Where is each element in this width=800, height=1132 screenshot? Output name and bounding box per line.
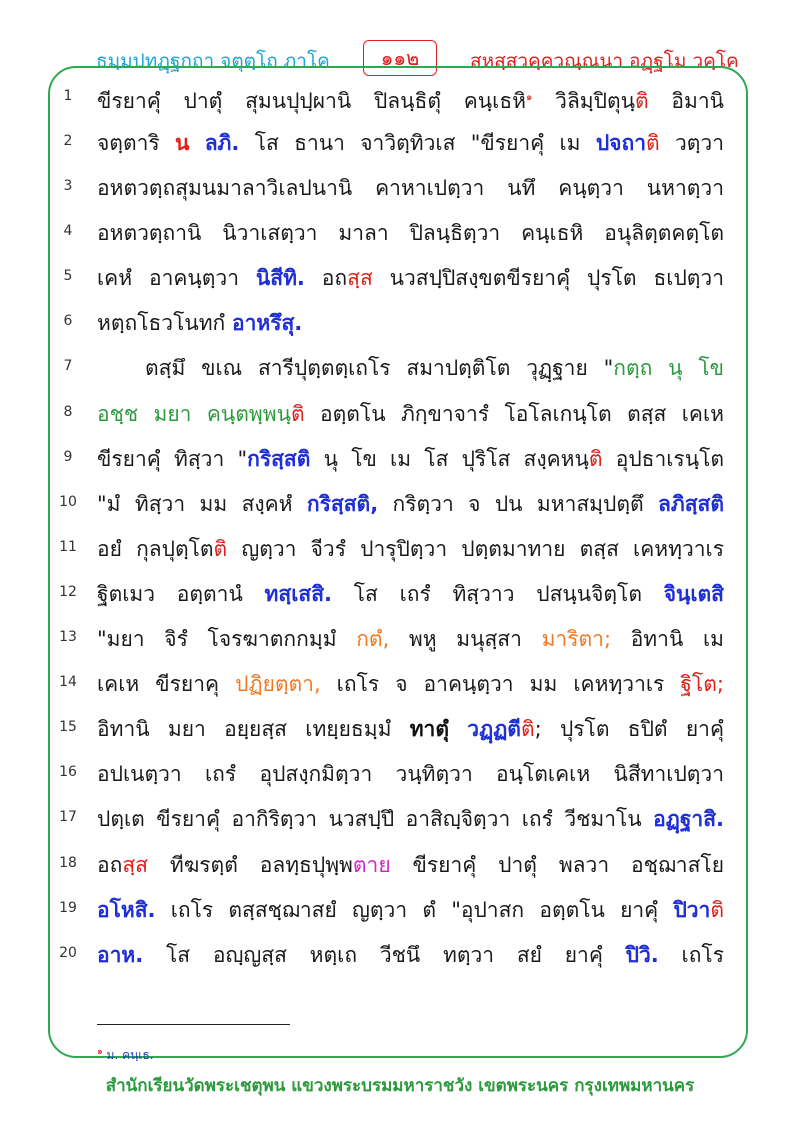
text-line <box>0 437 800 481</box>
text-segment: ขีรยาคุํ ปาตุํ พลวา อชฺฌาสโย <box>390 853 724 877</box>
line-text <box>145 346 724 390</box>
footnote-ref: ๑ <box>526 92 533 103</box>
text-line <box>0 662 800 706</box>
line-number: 11 <box>59 539 77 555</box>
text-segment: กริสฺสติ, <box>306 492 379 516</box>
line-number: 17 <box>59 809 77 825</box>
text-segment: กตฺถ นุ โข <box>613 356 724 380</box>
text-segment: เคหํ อาคนฺตฺวา <box>97 266 256 290</box>
text-segment: ติ <box>520 717 535 741</box>
text-segment: พหู มนุสฺสา <box>389 627 542 651</box>
text-segment: อถ <box>97 853 123 877</box>
line-number: 19 <box>59 900 77 916</box>
text-segment: อุปธาเรนฺโต <box>602 447 724 471</box>
line-number: 12 <box>59 584 77 600</box>
text-line <box>0 166 800 210</box>
text-segment: อปเนตฺวา เถรํ อุปสงฺกมิตฺวา วนฺทิตฺวา อนฺโตเคเห นิสีทาเปตฺวา <box>97 762 724 786</box>
text-segment: เคเห ขีรยาคุ <box>97 672 236 696</box>
line-number: 13 <box>59 629 77 645</box>
text-segment: ปจถา <box>595 131 646 155</box>
line-number: 1 <box>63 88 73 104</box>
text-line <box>0 752 800 796</box>
text-line <box>0 843 800 887</box>
line-text <box>97 752 724 796</box>
line-number: 5 <box>63 268 73 284</box>
footer-address: สำนักเรียนวัดพระเชตุพน แขวงพระบรมมหาราชวัง เขตพระนคร กรุงเทพมหานคร <box>105 1076 695 1096</box>
text-segment: จินฺเตสิ <box>663 582 724 606</box>
text-segment: กริสฺสติ <box>247 447 311 471</box>
line-text <box>97 256 724 300</box>
line-number: 8 <box>63 404 73 420</box>
line-text <box>97 888 724 932</box>
text-line <box>0 888 800 932</box>
text-segment: ปตฺเต ขีรยาคุํ อากิริตฺวา นวสปฺปึ อาสิญฺจิตฺวา เถรํ วีชมาโน <box>97 807 654 831</box>
text-segment: อิมานิ <box>648 89 724 113</box>
text-segment: วตฺวา <box>659 131 724 155</box>
line-text <box>97 121 724 165</box>
text-line <box>0 76 800 120</box>
text-segment: สฺส <box>122 853 148 877</box>
line-number: 18 <box>59 855 77 871</box>
line-number: 20 <box>59 945 77 961</box>
text-segment: เถโร <box>658 943 724 967</box>
text-segment: ปิวา <box>673 898 711 922</box>
line-text <box>97 843 724 887</box>
text-segment: ทสฺเสสิ. <box>264 582 332 606</box>
text-segment: ทีฆรตฺตํ อลทฺธปุพฺพ <box>147 853 353 877</box>
line-number: 15 <box>59 719 77 735</box>
text-segment: จตฺตาริ <box>97 131 175 155</box>
text-line <box>0 482 800 526</box>
text-line <box>0 572 800 616</box>
footnote-divider <box>97 1024 290 1025</box>
text-line <box>0 933 800 977</box>
text-line <box>0 346 800 390</box>
text-segment: ติ <box>634 89 649 113</box>
text-segment: เถโร จ อาคนฺตฺวา มม เคหทฺวาเร <box>320 672 681 696</box>
header-right-title: สหสฺสวคฺควณฺณนา อฏฺฐโม วคฺโค <box>470 50 739 72</box>
text-segment: กตํ, <box>356 627 390 651</box>
text-segment: "มยา จิรํ โจรฆาตกกมฺมํ <box>97 627 357 651</box>
text-segment: ติ <box>646 131 660 155</box>
text-segment: ญตฺวา จีวรํ ปารุปิตฺวา ปตฺตมาทาย ตสฺส เคหทฺวาเร <box>227 537 724 561</box>
line-text <box>97 166 724 210</box>
text-segment: ตสฺมึ ขเณ สารีปุตฺตตฺเถโร สมาปตฺติโต วุฏฺฐาย " <box>145 356 614 380</box>
text-segment: ติ <box>290 402 305 426</box>
line-number: 2 <box>63 133 73 149</box>
text-segment: หตฺถโธวโนทกํ <box>97 311 232 335</box>
line-text <box>97 211 724 255</box>
text-segment: นิสีทิ. <box>255 266 305 290</box>
text-segment: ขีรยาคุํ ปาตุํ สุมนปุปฺผานิ ปิลนฺธิตุํ คนฺเธหิ <box>97 89 527 113</box>
text-segment: อิทานิ เม <box>611 627 724 651</box>
text-line <box>0 527 800 571</box>
text-segment <box>449 717 467 741</box>
text-segment: ฐิตเมว อตฺตานํ <box>97 582 265 606</box>
text-segment: อหตวตฺถานิ นิวาเสตฺวา มาลา ปิลนฺธิตฺวา คนฺเธหิ อนุลิตฺตคตฺโต <box>97 221 724 245</box>
text-segment: นุ โข เม โส ปุริโส สงฺคหนฺ <box>310 447 589 471</box>
text-segment: โส อญฺญสฺส หตฺเถ วีชนึ ทตฺวา สยํ ยาคุํ <box>143 943 626 967</box>
text-segment: โส ธานา จาวิตฺทิวเส "ขีรยาคุํ เม <box>239 131 596 155</box>
text-segment: ; ปุรโต ธปิตํ ยาคุํ <box>534 717 724 741</box>
line-number: 6 <box>63 313 73 329</box>
line-number: 10 <box>59 494 77 510</box>
line-text <box>97 437 724 481</box>
text-segment: ฐิโต; <box>680 672 724 696</box>
line-number: 4 <box>63 223 73 239</box>
text-line <box>0 797 800 841</box>
text-segment: ติ <box>213 537 228 561</box>
line-number: 14 <box>59 674 77 690</box>
text-segment: มาริตา; <box>541 627 612 651</box>
footnote-mark: ๑ <box>97 1047 103 1057</box>
text-segment: ติ <box>710 898 724 922</box>
text-segment: ลภิ. <box>204 131 240 155</box>
text-segment: อิทานิ มยา อยฺยสฺส เทยฺยธมฺมํ <box>97 717 410 741</box>
line-text <box>97 572 724 616</box>
text-segment: ปฏิยตฺตา, <box>235 672 321 696</box>
text-segment: ขีรยาคุํ ทิสฺวา " <box>97 447 248 471</box>
text-line <box>0 121 800 165</box>
line-text <box>97 76 724 123</box>
text-segment: วฏฺฏตี <box>467 717 521 741</box>
line-text <box>97 707 724 751</box>
text-segment <box>189 131 204 155</box>
footnote-text: ม. คนฺเธ. <box>102 1048 154 1062</box>
line-text <box>97 482 724 526</box>
text-segment: ติ <box>588 447 603 471</box>
text-segment: อโหสิ. <box>97 898 156 922</box>
line-number: 3 <box>63 178 73 194</box>
text-segment: ตาย <box>352 853 391 877</box>
page-number: ๑๑๒ <box>363 40 437 76</box>
line-number: 7 <box>63 358 73 374</box>
text-segment: อชฺช มยา คนฺตพฺพนฺ <box>97 402 291 426</box>
text-segment: กริตฺวา จ ปน มหาสมฺปตฺตึ <box>378 492 659 516</box>
line-text <box>97 662 724 706</box>
text-segment: วิลิมฺปิตุนฺ <box>532 89 635 113</box>
text-line <box>0 211 800 255</box>
text-segment: อาห. <box>97 943 144 967</box>
text-segment: "มํ ทิสฺวา มม สงฺคหํ <box>97 492 307 516</box>
text-line <box>0 707 800 751</box>
footnote <box>97 1044 154 1065</box>
line-text <box>97 797 724 841</box>
text-segment: อถ <box>304 266 348 290</box>
text-segment: สฺส <box>347 266 373 290</box>
line-text <box>97 617 724 661</box>
line-text <box>97 933 724 977</box>
text-segment: นวสปฺปิสงฺขตขีรยาคุํ ปุรโต ธเปตฺวา <box>372 266 724 290</box>
text-segment: ลภิสฺสติ <box>658 492 724 516</box>
text-segment: น <box>174 131 190 155</box>
line-number: 16 <box>59 764 77 780</box>
text-segment: อาหรึสุ. <box>231 311 303 335</box>
text-segment: ปิวิ. <box>625 943 659 967</box>
text-segment: อฏฺฐาสิ. <box>653 807 724 831</box>
text-line <box>0 617 800 661</box>
line-text <box>97 392 724 436</box>
line-text <box>97 301 724 345</box>
text-segment: อตฺตโน ภิกฺขาจารํ โอโลเกนฺโต ตสฺส เคเห <box>304 402 724 426</box>
text-line <box>0 301 800 345</box>
text-segment: อยํ กุลปุตฺโต <box>97 537 214 561</box>
line-number: 9 <box>63 449 73 465</box>
text-segment: ทาตุํ <box>409 717 449 741</box>
line-text <box>97 527 724 571</box>
header-left-title: ธมฺมปทฏฺฐกถา จตุตฺโถ ภาโค <box>96 50 330 72</box>
text-line <box>0 256 800 300</box>
text-segment: โส เถรํ ทิสฺวาว ปสนฺนจิตฺโต <box>332 582 664 606</box>
text-line <box>0 392 800 436</box>
text-segment: อหตวตฺถสุมนมาลาวิเลปนานิ คาหาเปตฺวา นทึ คนฺตฺวา นหาตฺวา <box>97 176 724 200</box>
text-segment: เถโร ตสฺสชฺฌาสยํ ญตฺวา ตํ "อุปาสก อตฺตโน ยาคุํ <box>155 898 674 922</box>
